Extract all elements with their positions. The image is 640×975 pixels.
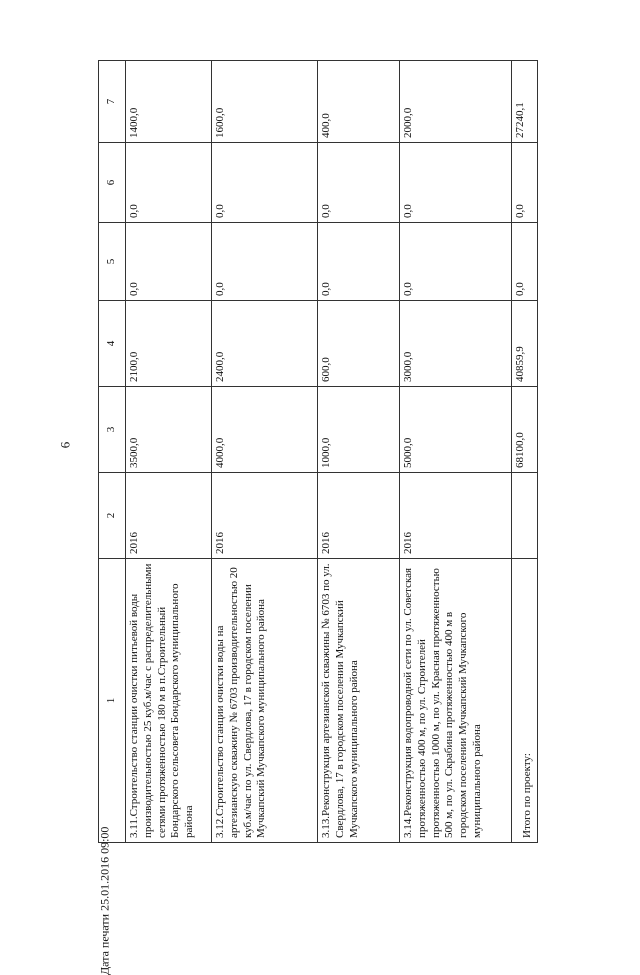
value-cell: 0,0 (126, 223, 212, 301)
value-cell: 3000,0 (400, 301, 512, 387)
value-cell: 400,0 (318, 61, 400, 143)
year-cell (512, 473, 538, 559)
financing-table (98, 60, 538, 843)
header-cell: 2 (99, 473, 126, 559)
value-cell: 2400,0 (212, 301, 318, 387)
value-cell: 0,0 (318, 143, 400, 223)
table-row (212, 61, 318, 843)
header-cell: 5 (99, 223, 126, 301)
value-cell: 4000,0 (212, 387, 318, 473)
value-cell: 2100,0 (126, 301, 212, 387)
value-cell: 0,0 (400, 143, 512, 223)
table-row (126, 61, 212, 843)
value-cell: 3500,0 (126, 387, 212, 473)
year-cell: 2016 (318, 473, 400, 559)
table-row (400, 61, 512, 843)
value-cell: 0,0 (212, 223, 318, 301)
document-table-area (98, 61, 538, 843)
header-cell: 3 (99, 387, 126, 473)
value-cell: 600,0 (318, 301, 400, 387)
total-value-cell: 40859,9 (512, 301, 538, 387)
value-cell: 1600,0 (212, 61, 318, 143)
header-cell: 4 (99, 301, 126, 387)
page-number: 6 (57, 441, 73, 449)
header-cell: 1 (99, 559, 126, 843)
table-total-row (512, 61, 538, 843)
project-name-cell: 3.11.Строительство станции очистки питьевой воды производительностью 25 куб.м/час с распределительными сетями протяженностью 180 м в п.Строительный Бондарского сельсовета Бондарского муниципального района (126, 559, 212, 843)
value-cell: 1400,0 (126, 61, 212, 143)
table-row (318, 61, 400, 843)
project-name-cell: 3.13.Реконструкция артезианской скважины № 6703 по ул. Свердлова, 17 в городском поселении Мучкапский Мучкапского муниципального района (318, 559, 400, 843)
value-cell: 1000,0 (318, 387, 400, 473)
year-cell: 2016 (126, 473, 212, 559)
header-cell: 6 (99, 143, 126, 223)
total-label-cell: Итого по проекту: (512, 559, 538, 843)
value-cell: 0,0 (126, 143, 212, 223)
value-cell: 0,0 (400, 223, 512, 301)
total-value-cell: 68100,0 (512, 387, 538, 473)
year-cell: 2016 (400, 473, 512, 559)
header-cell: 7 (99, 61, 126, 143)
project-name-cell: 3.14.Реконструкция водопроводной сети по ул. Советская протяженностью 400 м, по ул. Строителей протяженностью 1000 м, по ул. Красная протяженностью 500 м, по ул. Скрабина протяженностью 400 м в городском поселении Мучкапский Мучкапского муниципального района (400, 559, 512, 843)
year-cell: 2016 (212, 473, 318, 559)
total-value-cell: 27240,1 (512, 61, 538, 143)
value-cell: 2000,0 (400, 61, 512, 143)
value-cell: 5000,0 (400, 387, 512, 473)
total-value-cell: 0,0 (512, 143, 538, 223)
total-value-cell: 0,0 (512, 223, 538, 301)
value-cell: 0,0 (212, 143, 318, 223)
print-date: Дата печати 25.01.2016 09:00 (97, 826, 112, 975)
project-name-cell: 3.12.Строительство станции очистки воды на артезианскую скважину № 6703 производительностью 20 куб.м/час по ул. Свердлова, 17 в городском поселении Мучкапский Мучкапского муниципального района (212, 559, 318, 843)
value-cell: 0,0 (318, 223, 400, 301)
